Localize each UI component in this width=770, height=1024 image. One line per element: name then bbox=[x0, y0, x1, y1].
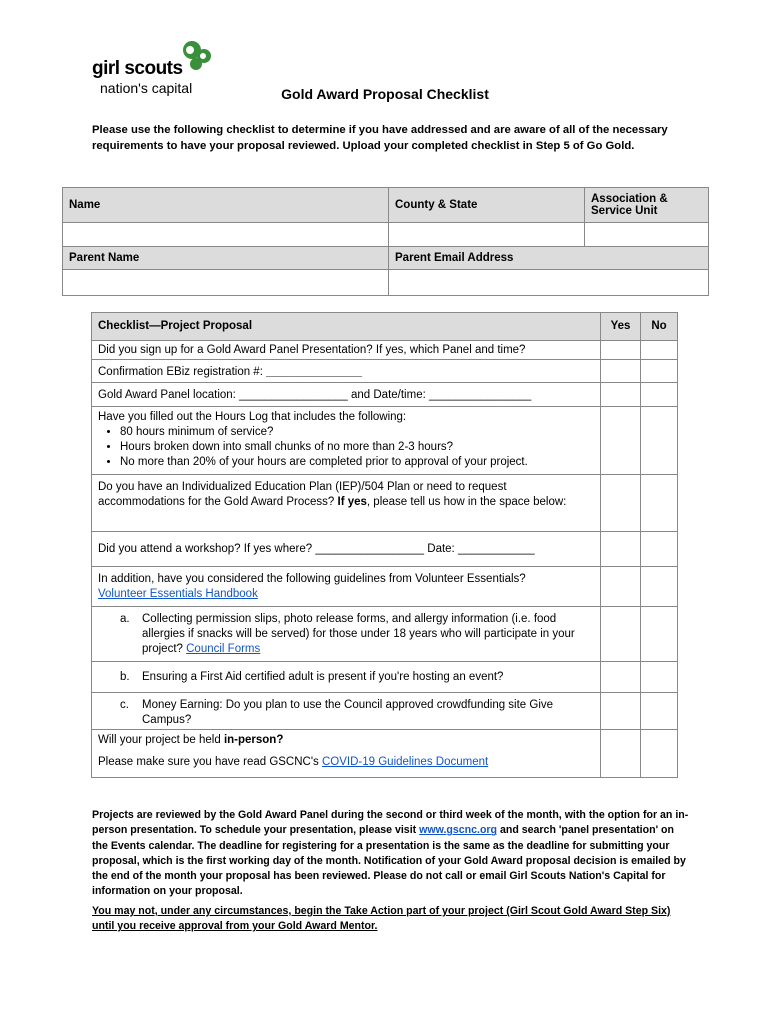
parent-email-header: Parent Email Address bbox=[389, 247, 709, 270]
covid-guidelines-link[interactable]: COVID-19 Guidelines Document bbox=[322, 756, 489, 768]
in-person-bold: in-person? bbox=[223, 734, 284, 746]
yes-cell-guidelines[interactable] bbox=[601, 567, 641, 607]
list-item: • Hours broken down into small chunks of no more than 2-3 hours? bbox=[120, 440, 594, 455]
item-b-letter: b. bbox=[120, 671, 130, 683]
item-a-row bbox=[92, 607, 601, 662]
no-cell-item-b[interactable] bbox=[641, 662, 678, 693]
no-cell-in-person[interactable] bbox=[641, 730, 678, 778]
logo-line1: girl scouts bbox=[92, 58, 183, 79]
parent-email-field[interactable] bbox=[389, 270, 709, 296]
hours-list bbox=[98, 425, 594, 470]
covid-text: Please make sure you have read GSCNC's bbox=[98, 756, 319, 768]
iep-question: Do you have an Individualized Education Plan (IEP)/504 Plan or need to request accommodations for the Gold Award Process? bbox=[98, 481, 507, 508]
workshop-question: Did you attend a workshop? If yes where? _________________ Date: ____________ bbox=[92, 532, 601, 567]
yes-cell-item-c[interactable] bbox=[601, 693, 641, 730]
gscnc-link[interactable]: www.gscnc.org bbox=[419, 824, 498, 837]
item-c-row bbox=[92, 693, 601, 730]
name-header: Name bbox=[63, 188, 389, 223]
item-c-text: Money Earning: Do you plan to use the Council approved crowdfunding site Give Campus? bbox=[142, 699, 554, 726]
yes-cell-hours[interactable] bbox=[601, 407, 641, 475]
parent-name-field[interactable] bbox=[63, 270, 389, 296]
no-cell-confirm[interactable] bbox=[641, 360, 678, 383]
item-b-row bbox=[92, 662, 601, 693]
no-cell-iep[interactable] bbox=[641, 475, 678, 532]
yes-cell-location[interactable] bbox=[601, 383, 641, 407]
county-state-field[interactable] bbox=[389, 223, 585, 247]
yes-cell-confirm[interactable] bbox=[601, 360, 641, 383]
footer-warning: You may not, under any circumstances, begin the Take Action part of your project (Girl Scout Gold Award Step Six) until you receive approval from your Gold Award Mentor. bbox=[92, 905, 671, 933]
association-line2: Service Unit bbox=[591, 205, 658, 217]
no-cell-item-c[interactable] bbox=[641, 693, 678, 730]
name-field[interactable] bbox=[63, 223, 389, 247]
no-header: No bbox=[641, 313, 678, 341]
yes-cell-panel[interactable] bbox=[601, 341, 641, 360]
guidelines-row bbox=[92, 567, 601, 607]
council-forms-link[interactable]: Council Forms bbox=[186, 643, 261, 655]
yes-header: Yes bbox=[601, 313, 641, 341]
no-cell-location[interactable] bbox=[641, 383, 678, 407]
confirmation-row bbox=[92, 360, 601, 383]
county-state-header: County & State bbox=[389, 188, 585, 223]
list-item: • 80 hours minimum of service? bbox=[120, 425, 594, 440]
no-cell-workshop[interactable] bbox=[641, 532, 678, 567]
volunteer-essentials-link[interactable]: Volunteer Essentials Handbook bbox=[98, 588, 258, 600]
parent-name-header: Parent Name bbox=[63, 247, 389, 270]
iep-tail: , please tell us how in the space below: bbox=[366, 496, 567, 508]
hours-question: Have you filled out the Hours Log that includes the following: bbox=[98, 411, 407, 423]
no-cell-item-a[interactable] bbox=[641, 607, 678, 662]
page-title: Gold Award Proposal Checklist bbox=[281, 86, 489, 102]
in-person-question: Will your project be held bbox=[98, 734, 221, 746]
item-b-text: Ensuring a First Aid certified adult is present if you're hosting an event? bbox=[142, 671, 504, 683]
no-cell-panel[interactable] bbox=[641, 341, 678, 360]
association-header bbox=[585, 188, 709, 223]
footer-text-1: Projects are reviewed by the Gold Award Panel during the second or third week of the month, with the option for an in-person presentation. To schedule your presentation, please visit bbox=[92, 809, 689, 837]
intro-text: Please use the following checklist to determine if you have addressed and are aware of all of the necessary requirements to have your proposal reviewed. Upload your completed checklist in Step 5 of Go Gold. bbox=[92, 124, 668, 152]
checklist-table bbox=[91, 312, 678, 778]
checklist-header: Checklist—Project Proposal bbox=[92, 313, 601, 341]
in-person-row bbox=[92, 730, 601, 778]
info-table bbox=[62, 187, 709, 296]
yes-cell-item-a[interactable] bbox=[601, 607, 641, 662]
iep-row bbox=[92, 475, 601, 532]
yes-cell-workshop[interactable] bbox=[601, 532, 641, 567]
hours-log-row bbox=[92, 407, 601, 475]
no-cell-hours[interactable] bbox=[641, 407, 678, 475]
item-c-letter: c. bbox=[120, 699, 129, 711]
no-cell-guidelines[interactable] bbox=[641, 567, 678, 607]
association-field[interactable] bbox=[585, 223, 709, 247]
iep-bold: If yes bbox=[337, 496, 367, 508]
yes-cell-item-b[interactable] bbox=[601, 662, 641, 693]
confirmation-label: Confirmation EBiz registration #: bbox=[98, 366, 263, 378]
yes-cell-iep[interactable] bbox=[601, 475, 641, 532]
item-a-letter: a. bbox=[120, 613, 130, 625]
guidelines-question: In addition, have you considered the following guidelines from Volunteer Essentials? bbox=[98, 573, 526, 585]
panel-question: Did you sign up for a Gold Award Panel Presentation? If yes, which Panel and time? bbox=[92, 341, 601, 360]
logo-line2: nation's capital bbox=[100, 80, 193, 96]
item-a-text: Collecting permission slips, photo release forms, and allergy information (i.e. food allergies if snacks will be served) for those under 18 years who will participate in your project? bbox=[142, 613, 575, 655]
list-item: • No more than 20% of your hours are completed prior to approval of your project. bbox=[120, 455, 594, 470]
panel-location: Gold Award Panel location: _________________ and Date/time: ________________ bbox=[92, 383, 601, 407]
yes-cell-in-person[interactable] bbox=[601, 730, 641, 778]
association-line1: Association & bbox=[591, 193, 668, 205]
footer-text-2: and search 'panel presentation' on the Events calendar. The deadline for registering for a presentation is the same as the deadline for submitting your proposal, which is the first working day of the month. Notification of your Gold Award proposal decision is emailed by the end of the month your proposal has been reviewed. Please do not call or email Girl Scouts Nation's Capital for information on your proposal. bbox=[92, 824, 686, 898]
footer-paragraph bbox=[92, 808, 692, 900]
confirmation-blank[interactable]: _______________ bbox=[266, 366, 363, 378]
